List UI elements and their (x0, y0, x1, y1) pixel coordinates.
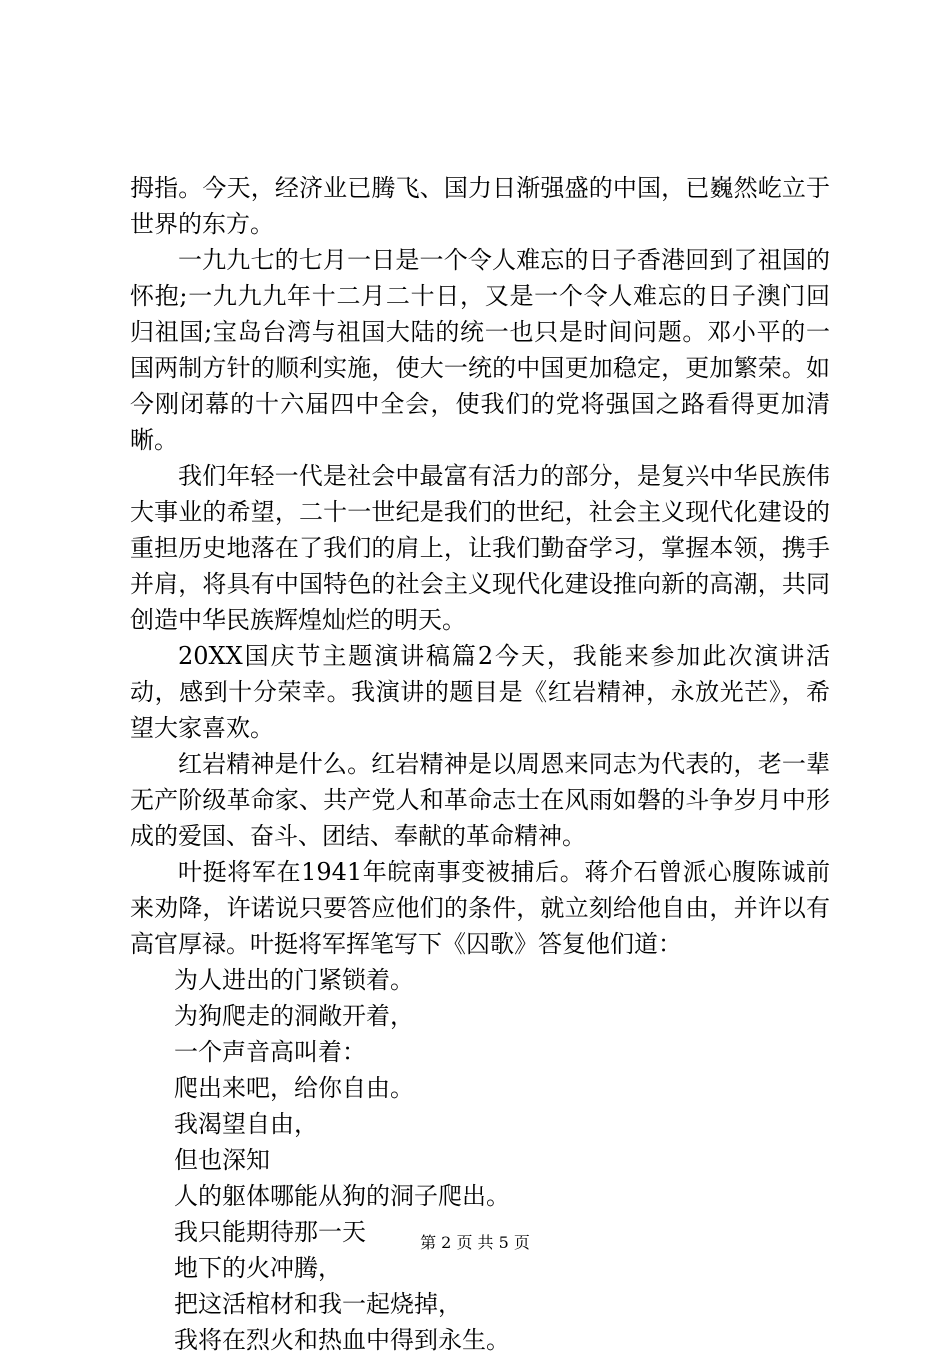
poem-line: 我渴望自由， (174, 1110, 318, 1138)
poem-line: 一个声音高叫着： (174, 1038, 366, 1066)
poem (130, 962, 830, 1358)
poem-line: 把这活棺材和我一起烧掉， (174, 1290, 462, 1318)
poem-line: 爬出来吧，给你自由。 (174, 1074, 414, 1102)
paragraph: 拇指。今天，经济业已腾飞、国力日渐强盛的中国，已巍然屹立于世界的东方。 (130, 174, 830, 238)
document-body (130, 170, 830, 1358)
poem-line: 为狗爬走的洞敞开着， (174, 1002, 414, 1030)
poem-line: 我只能期待那一天 (174, 1218, 366, 1246)
page-footer (0, 1233, 950, 1253)
poem-line: 我将在烈火和热血中得到永生。 (174, 1326, 510, 1354)
paragraph: 20XX国庆节主题演讲稿篇2今天，我能来参加此次演讲活动，感到十分荣幸。我演讲的题目是《红岩精神，永放光芒》，希望大家喜欢。 (130, 642, 830, 742)
paragraph: 一九九七的七月一日是一个令人难忘的日子香港回到了祖国的怀抱;一九九九年十二月二十日，又是一个令人难忘的日子澳门回归祖国;宝岛台湾与祖国大陆的统一也只是时间问题。邓小平的一国两制方针的顺利实施，使大一统的中国更加稳定，更加繁荣。如今刚闭幕的十六届四中全会，使我们的党将强国之路看得更加清晰。 (130, 246, 830, 454)
paragraph: 叶挺将军在1941年皖南事变被捕后。蒋介石曾派心腹陈诚前来劝降，许诺说只要答应他们的条件，就立刻给他自由，并许以有高官厚禄。叶挺将军挥笔写下《囚歌》答复他们道： (130, 858, 830, 958)
paragraph: 我们年轻一代是社会中最富有活力的部分，是复兴中华民族伟大事业的希望，二十一世纪是我们的世纪，社会主义现代化建设的重担历史地落在了我们的肩上，让我们勤奋学习，掌握本领，携手并肩，将具有中国特色的社会主义现代化建设推向新的高潮，共同创造中华民族辉煌灿烂的明天。 (130, 462, 830, 634)
page-number: 第 2 页 共 5 页 (420, 1233, 530, 1252)
paragraph: 红岩精神是什么。红岩精神是以周恩来同志为代表的，老一辈无产阶级革命家、共产党人和革命志士在风雨如磐的斗争岁月中形成的爱国、奋斗、团结、奉献的革命精神。 (130, 750, 830, 850)
poem-line: 为人进出的门紧锁着。 (174, 966, 414, 994)
poem-line: 但也深知 (174, 1146, 270, 1174)
poem-line: 人的躯体哪能从狗的洞子爬出。 (174, 1182, 510, 1210)
poem-line: 地下的火冲腾， (174, 1254, 342, 1282)
